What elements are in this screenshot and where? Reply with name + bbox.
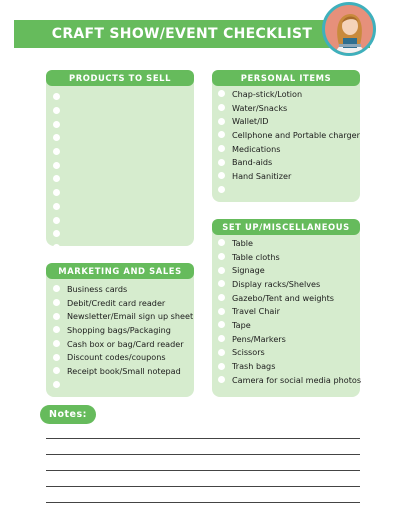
checkbox-circle-icon[interactable] — [53, 134, 60, 141]
checklist-item[interactable] — [218, 263, 360, 277]
checklist-item-label: Debit/Credit card reader — [67, 297, 166, 308]
checkbox-circle-icon[interactable] — [53, 175, 60, 182]
checkbox-circle-icon[interactable] — [218, 145, 225, 152]
checklist-item[interactable] — [53, 296, 194, 310]
setup-panel — [212, 219, 360, 397]
marketing-list — [46, 282, 194, 392]
checkbox-circle-icon[interactable] — [218, 335, 225, 342]
products-panel — [46, 70, 194, 246]
checklist-item-label: Table cloths — [232, 251, 280, 262]
checklist-item[interactable] — [53, 200, 194, 214]
checklist-item[interactable] — [53, 131, 194, 145]
checkbox-circle-icon[interactable] — [53, 217, 60, 224]
checklist-item-label: Cellphone and Portable charger — [232, 129, 360, 140]
personal-panel — [212, 70, 360, 202]
checkbox-circle-icon[interactable] — [218, 321, 225, 328]
checklist-item[interactable] — [53, 337, 194, 351]
checklist-item[interactable] — [218, 128, 360, 142]
checkbox-circle-icon[interactable] — [53, 148, 60, 155]
checkbox-circle-icon[interactable] — [218, 172, 225, 179]
notes-line[interactable] — [46, 438, 360, 439]
checklist-item[interactable] — [218, 250, 360, 264]
checklist-item-label: Business cards — [67, 283, 128, 294]
checkbox-circle-icon[interactable] — [218, 308, 225, 315]
checkbox-circle-icon[interactable] — [218, 363, 225, 370]
checklist-item[interactable] — [53, 117, 194, 131]
checklist-item[interactable] — [53, 309, 194, 323]
checkbox-circle-icon[interactable] — [53, 230, 60, 237]
checkbox-circle-icon[interactable] — [218, 376, 225, 383]
checkbox-circle-icon[interactable] — [218, 131, 225, 138]
checklist-item-label: Medications — [232, 143, 281, 154]
checklist-item-label: Newsletter/Email sign up sheet — [67, 311, 194, 322]
notes-label — [40, 405, 96, 424]
checklist-item-label: Scissors — [232, 347, 265, 358]
checkbox-circle-icon[interactable] — [53, 107, 60, 114]
checkbox-circle-icon[interactable] — [218, 239, 225, 246]
notes-line[interactable] — [46, 470, 360, 471]
checkbox-circle-icon[interactable] — [53, 93, 60, 100]
checklist-item[interactable] — [218, 332, 360, 346]
checklist-item[interactable] — [218, 318, 360, 332]
checkbox-circle-icon[interactable] — [218, 159, 225, 166]
checklist-item[interactable] — [53, 323, 194, 337]
checkbox-circle-icon[interactable] — [218, 280, 225, 287]
checklist-item[interactable] — [53, 104, 194, 118]
checkbox-circle-icon[interactable] — [218, 90, 225, 97]
checklist-item-label: Gazebo/Tent and weights — [232, 292, 335, 303]
checkbox-circle-icon[interactable] — [53, 381, 60, 388]
checklist-item[interactable] — [53, 213, 194, 227]
checkbox-circle-icon[interactable] — [218, 104, 225, 111]
checklist-item-label: Water/Snacks — [232, 102, 288, 113]
checklist-item-label: Signage — [232, 265, 265, 276]
checkbox-circle-icon[interactable] — [53, 326, 60, 333]
checklist-item[interactable] — [53, 172, 194, 186]
checklist-item[interactable] — [218, 101, 360, 115]
checklist-item[interactable] — [218, 114, 360, 128]
page-title: CRAFT SHOW/EVENT CHECKLIST — [51, 26, 313, 42]
checklist-item-label: Camera for social media photos — [232, 374, 362, 385]
checklist-item-label: Trash bags — [232, 361, 276, 372]
checkbox-circle-icon[interactable] — [53, 313, 60, 320]
avatar — [322, 2, 376, 56]
checkbox-circle-icon[interactable] — [53, 189, 60, 196]
header-banner — [14, 20, 370, 48]
checklist-item-label: Receipt book/Small notepad — [67, 365, 181, 376]
checklist-item[interactable] — [218, 277, 360, 291]
checkbox-circle-icon[interactable] — [218, 253, 225, 260]
checklist-item[interactable] — [218, 304, 360, 318]
marketing-panel-title: MARKETING AND SALES — [46, 263, 194, 279]
checklist-item-label: Tape — [232, 319, 251, 330]
notes-label-text: Notes: — [49, 409, 87, 420]
checkbox-circle-icon[interactable] — [53, 354, 60, 361]
notes-line[interactable] — [46, 486, 360, 487]
marketing-panel — [46, 263, 194, 397]
checklist-item[interactable] — [53, 378, 194, 392]
checklist-item[interactable] — [53, 282, 194, 296]
checklist-item[interactable] — [53, 186, 194, 200]
checklist-item[interactable] — [218, 373, 360, 387]
checkbox-circle-icon[interactable] — [218, 186, 225, 193]
checkbox-circle-icon[interactable] — [53, 285, 60, 292]
checklist-item[interactable] — [53, 241, 194, 255]
checkbox-circle-icon[interactable] — [53, 367, 60, 374]
checkbox-circle-icon[interactable] — [218, 294, 225, 301]
checkbox-circle-icon[interactable] — [53, 121, 60, 128]
setup-panel-title: SET UP/MISCELLANEOUS — [212, 219, 360, 235]
checklist-item[interactable] — [218, 346, 360, 360]
checklist-item[interactable] — [218, 236, 360, 250]
checkbox-circle-icon[interactable] — [53, 299, 60, 306]
setup-list — [212, 236, 360, 387]
checkbox-circle-icon[interactable] — [53, 244, 60, 251]
checklist-item-label: Wallet/ID — [232, 116, 269, 127]
checklist-item[interactable] — [53, 364, 194, 378]
checkbox-circle-icon[interactable] — [218, 349, 225, 356]
checkbox-circle-icon[interactable] — [218, 118, 225, 125]
checkbox-circle-icon[interactable] — [218, 267, 225, 274]
notes-line[interactable] — [46, 454, 360, 455]
checklist-item[interactable] — [218, 183, 360, 197]
checkbox-circle-icon[interactable] — [53, 162, 60, 169]
checklist-item-label: Shopping bags/Packaging — [67, 324, 171, 335]
checklist-item[interactable] — [53, 145, 194, 159]
checklist-item-label: Hand Sanitizer — [232, 170, 292, 181]
checklist-item-label: Table — [232, 237, 253, 248]
checklist-item-label: Pens/Markers — [232, 333, 286, 344]
checklist-item-label: Travel Chair — [232, 306, 280, 317]
checkbox-circle-icon[interactable] — [53, 203, 60, 210]
checklist-item[interactable] — [53, 227, 194, 241]
products-list — [46, 90, 194, 254]
checklist-item[interactable] — [218, 87, 360, 101]
checklist-item[interactable] — [218, 359, 360, 373]
checklist-item-label: Discount codes/coupons — [67, 352, 166, 363]
checklist-item[interactable] — [218, 291, 360, 305]
checklist-item-label: Cash box or bag/Card reader — [67, 338, 184, 349]
crafter-illustration-icon — [325, 5, 373, 53]
checklist-item[interactable] — [53, 350, 194, 364]
checkbox-circle-icon[interactable] — [53, 340, 60, 347]
checklist-item[interactable] — [218, 142, 360, 156]
checklist-item[interactable] — [53, 158, 194, 172]
checklist-item[interactable] — [218, 169, 360, 183]
checklist-item[interactable] — [53, 90, 194, 104]
checklist-item-label: Display racks/Shelves — [232, 278, 321, 289]
notes-line[interactable] — [46, 502, 360, 503]
checklist-item-label: Band-aids — [232, 157, 273, 168]
personal-panel-title: PERSONAL ITEMS — [212, 70, 360, 86]
checklist-item[interactable] — [218, 155, 360, 169]
products-panel-title: PRODUCTS TO SELL — [46, 70, 194, 86]
personal-list — [212, 87, 360, 197]
checklist-item-label: Chap-stick/Lotion — [232, 88, 303, 99]
